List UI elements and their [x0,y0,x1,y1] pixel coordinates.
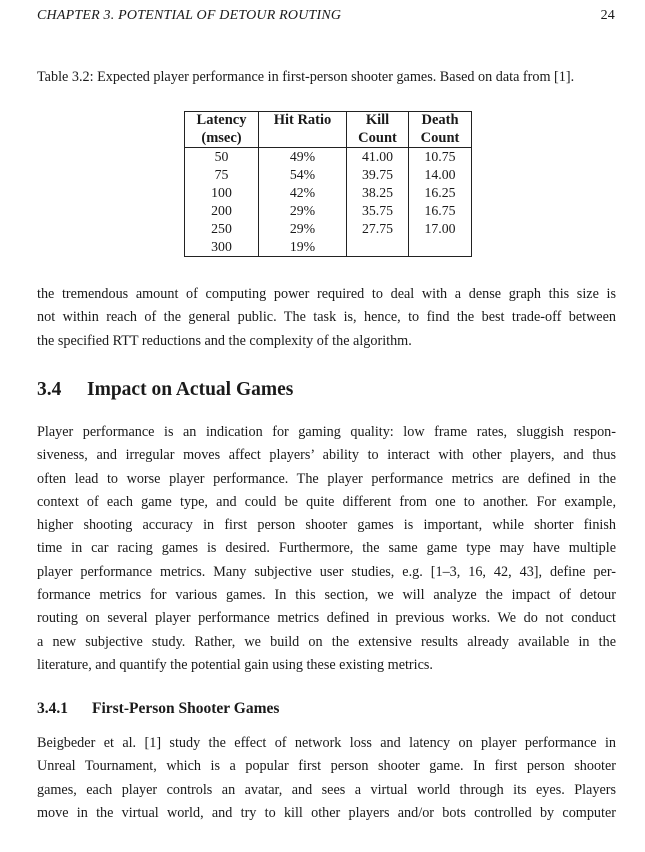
table-cell: 14.00 [409,166,472,184]
table-cell: 29% [259,202,347,220]
table-row [185,148,472,167]
table-cell: 19% [259,238,347,257]
table-cell: 75 [185,166,259,184]
text-line: often lead to worse player performance. The player performance metrics are defined in the [37,470,616,487]
text-line: higher shooting accuracy in first person shooter games is important, while shorter finish [37,517,616,534]
header-cell: Kill [347,112,409,130]
table-cell: 35.75 [347,202,409,220]
text-line: formance metrics for various games. In this section, we will analyze the impact of detour [37,587,616,604]
subsection-title: First-Person Shooter Games [92,700,280,717]
text-line: time in car racing games is desired. Furthermore, the same game type may have multiple [37,540,616,557]
text-line: literature, and quantify the potential gain using these existing metrics. [37,656,433,673]
table-cell: 42% [259,184,347,202]
table-caption: Table 3.2: Expected player performance in first-person shooter games. Based on data from [1]. [37,69,575,85]
text-line: the tremendous amount of computing power required to deal with a dense graph this size is [37,286,616,302]
header-cell: (msec) [185,130,259,148]
paragraph-fps [37,732,616,825]
table-row [185,238,472,257]
table-header-row [185,112,472,130]
table-cell: 38.25 [347,184,409,202]
table-cell: 300 [185,238,259,257]
header-cell: Count [347,130,409,148]
table-cell: 54% [259,166,347,184]
text-line: a new subjective study. Rather, we build on the extensive results already available in the [37,633,616,650]
table-cell: 16.75 [409,202,472,220]
subsection-heading [37,700,279,718]
table-cell: 41.00 [347,148,409,167]
text-line: Player performance is an indication for gaming quality: low frame rates, sluggish respon- [37,424,616,440]
section-title: Impact on Actual Games [87,379,294,400]
table-cell [347,238,409,257]
table-cell: 49% [259,148,347,167]
text-line: not within reach of the general public. The task is, hence, to find the best trade-off between [37,309,616,326]
table-cell: 17.00 [409,220,472,238]
text-line: Unreal Tournament, which is a popular first person shooter game. In first person shooter [37,758,616,775]
table-cell [409,238,472,257]
table-row [185,220,472,238]
paragraph-impact [37,421,616,677]
text-line: Beigbeder et al. [1] study the effect of network loss and latency on player performance in [37,735,616,751]
text-line: the specified RTT reductions and the complexity of the algorithm. [37,332,412,349]
text-line: player performance metrics. Many subjective user studies, e.g. [1–3, 16, 42, 43], define per- [37,563,616,580]
table-row [185,202,472,220]
table-cell: 39.75 [347,166,409,184]
text-line: context of each game type, and could be quite different from one to another. For example, [37,493,616,510]
table-cell: 50 [185,148,259,167]
table-row [185,166,472,184]
header-cell: Death [409,112,472,130]
table-cell: 10.75 [409,148,472,167]
section-number: 3.4 [37,379,62,400]
section-heading [37,379,293,401]
text-line: move in the virtual world, and try to kill other players and/or bots controlled by computer [37,804,616,821]
text-line: routing on several player performance metrics defined in previous works. We do not conduct [37,610,616,627]
table-header-row [185,130,472,148]
text-line: siveness, and irregular moves affect players’ ability to interact with other players, and thus [37,447,616,464]
page-number: 24 [600,8,615,23]
header-cell: Count [409,130,472,148]
table-cell: 16.25 [409,184,472,202]
header-cell: Hit Ratio [259,112,347,130]
table-cell: 250 [185,220,259,238]
table-cell: 29% [259,220,347,238]
chapter-title: CHAPTER 3. POTENTIAL OF DETOUR ROUTING [37,8,342,23]
table-cell: 100 [185,184,259,202]
paragraph-intro [37,283,616,353]
running-header [37,8,615,26]
table-cell: 27.75 [347,220,409,238]
header-cell: Latency [185,112,259,130]
header-cell [259,130,347,148]
subsection-number: 3.4.1 [37,700,68,717]
player-performance-table [184,111,472,257]
table-cell: 200 [185,202,259,220]
text-line: games, each player controls an avatar, and sees a virtual world through its eyes. Players [37,781,616,798]
table-row [185,184,472,202]
